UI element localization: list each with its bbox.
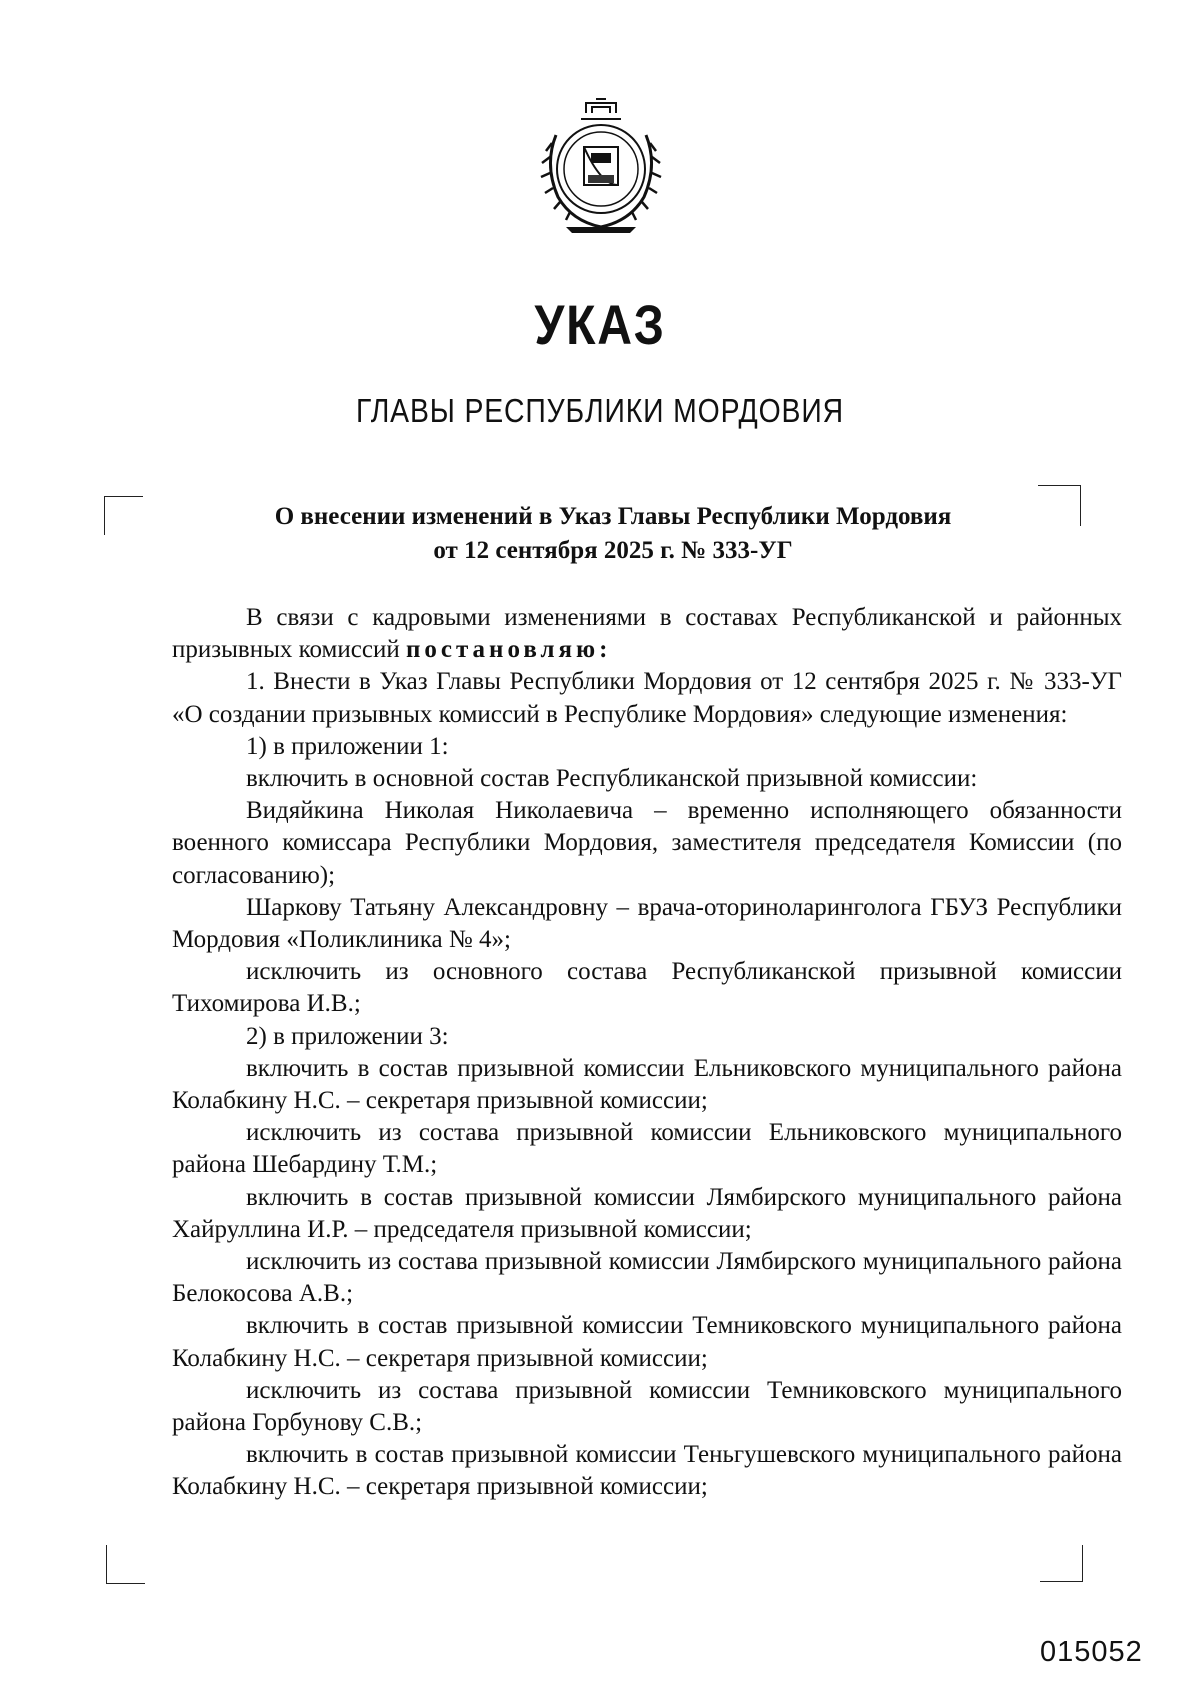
decree-word: постановляю: — [405, 636, 612, 664]
body-paragraph: исключить из основного состава Республиканской призывной комиссии Тихомирова И.В.; — [172, 958, 1122, 1018]
body-paragraph: включить в состав призывной комиссии Ельниковского муниципального района Колабкину Н.С. – секретаря призывной комиссии; — [172, 1054, 1122, 1115]
body-paragraph: включить в основной состав Республиканской призывной комиссии: — [246, 765, 978, 793]
document-heading — [160, 500, 1066, 568]
body-paragraph: исключить из состава призывной комиссии Темниковского муниципального района Горбунову С.В.; — [172, 1376, 1122, 1437]
body-paragraph: включить в состав призывной комиссии Теньгушевского муниципального района Колабкину Н.С. – секретаря призывной комиссии; — [172, 1441, 1122, 1501]
body-paragraph: исключить из состава призывной комиссии Лямбирского муниципального района Белокосова А.В.; — [172, 1248, 1122, 1308]
body-paragraph: Шаркову Татьяну Александровну – врача-оториноларинголога ГБУЗ Республики Мордовия «Поликлиника № 4»; — [172, 893, 1122, 954]
body-paragraph: Видяйкина Николая Николаевича – временно исполняющего обязанности военного комиссара Республики Мордовия, заместителя председателя Комиссии (по согласованию); — [172, 797, 1122, 889]
body-paragraph: включить в состав призывной комиссии Лямбирского муниципального района Хайруллина И.Р. – председателя призывной комиссии; — [172, 1183, 1122, 1243]
heading-line: от 12 сентября 2025 г. № 333-УГ — [433, 537, 793, 564]
corner-mark-bottom-left — [106, 1545, 145, 1584]
body-paragraph: 1) в приложении 1: — [246, 732, 449, 760]
document-body — [172, 602, 1122, 1504]
body-paragraph: исключить из состава призывной комиссии Ельниковского муниципального района Шебардину Т.М.; — [172, 1119, 1122, 1179]
serial-number: 015052 — [1040, 1636, 1143, 1668]
document-title: УКАЗ — [534, 293, 666, 356]
body-paragraph: 2) в приложении 3: — [246, 1022, 449, 1050]
body-paragraph: включить в состав призывной комиссии Темниковского муниципального района Колабкину Н.С. – секретаря призывной комиссии; — [172, 1312, 1122, 1372]
intro-paragraph — [172, 602, 1122, 666]
corner-mark-top-left — [104, 496, 143, 535]
body-paragraph: 1. Внести в Указ Главы Республики Мордовия от 12 сентября 2025 г. № 333-УГ «О создании призывных комиссий в Республике Мордовия» следующие изменения: — [172, 668, 1122, 728]
intro-text: В связи с кадровыми изменениями в составах Республиканской и районных призывных комиссий — [172, 604, 1122, 664]
document-subtitle: ГЛАВЫ РЕСПУБЛИКИ МОРДОВИЯ — [356, 392, 844, 429]
corner-mark-bottom-right — [1040, 1545, 1083, 1582]
coat-of-arms-emblem — [526, 95, 676, 235]
heading-line: О внесении изменений в Указ Главы Республики Мордовия — [274, 503, 952, 530]
